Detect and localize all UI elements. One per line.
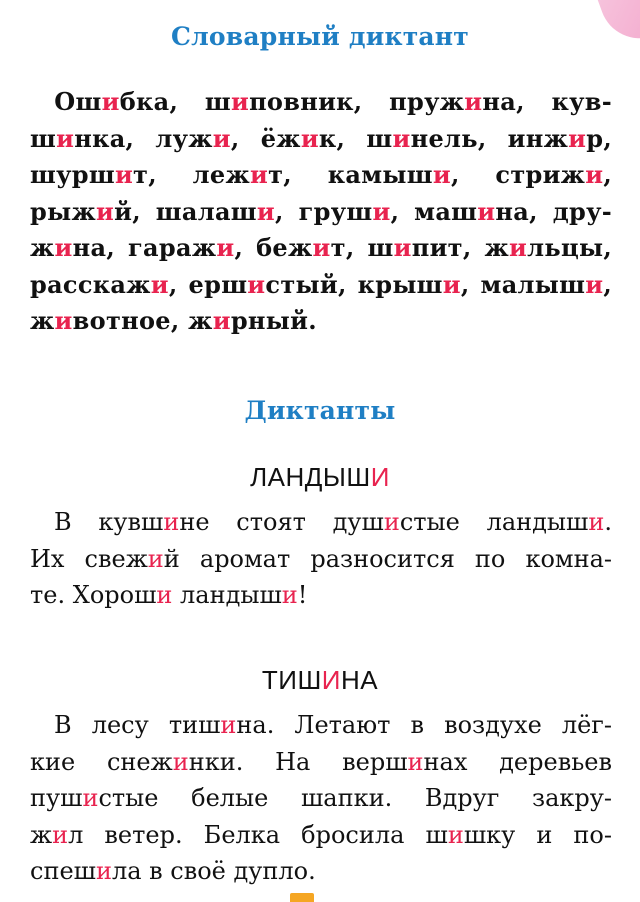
text-segment: нки. На верш [188, 747, 408, 776]
highlighted-letter: и [54, 233, 73, 262]
text-segment: й, шалаш [114, 196, 257, 226]
highlighted-letter: и [101, 87, 120, 116]
text-segment: на, гараж [72, 233, 217, 262]
highlighted-letter: И [370, 462, 390, 492]
text-segment: на. Летают в воздухе лёг- [236, 711, 612, 739]
highlighted-letter: и [568, 123, 587, 153]
text-segment: кие снеж [30, 747, 173, 776]
text-line [30, 707, 612, 744]
highlighted-letter: и [52, 820, 69, 849]
text-line [30, 744, 612, 781]
text-line [30, 541, 612, 578]
highlighted-letter: и [585, 269, 604, 299]
highlighted-letter: и [300, 123, 319, 153]
text-segment: ж [30, 820, 53, 849]
highlighted-letter: и [312, 233, 331, 262]
text-segment: расскаж [30, 269, 151, 299]
text-segment: В лесу тиш [30, 711, 221, 739]
highlighted-letter: и [114, 160, 134, 189]
text-segment: стый, крыш [265, 269, 443, 299]
text-segment: ш [30, 123, 57, 153]
text-line [30, 267, 612, 304]
text-segment: ландыш [172, 581, 282, 609]
text-segment: , ёж [230, 123, 301, 153]
highlighted-letter: и [447, 820, 464, 849]
dictation-1-title [0, 462, 640, 492]
highlighted-letter: и [147, 544, 164, 573]
text-segment: т, ш [330, 233, 394, 262]
highlighted-letter: и [220, 711, 237, 739]
highlighted-letter: и [281, 581, 298, 609]
text-segment: ла в своё дупло. [111, 857, 316, 885]
text-segment: , маш [390, 196, 478, 226]
text-segment: , беж [234, 233, 313, 262]
text-line [30, 853, 612, 890]
highlighted-letter: и [588, 508, 605, 536]
text-segment: . [604, 508, 612, 536]
highlighted-letter: и [247, 269, 266, 299]
highlighted-letter: и [250, 160, 269, 189]
text-segment: к, ш [318, 123, 393, 153]
dictation-1-text [30, 504, 612, 614]
text-segment: , стриж [450, 160, 586, 189]
highlighted-letter: и [95, 196, 115, 226]
dictation-2-title [0, 665, 640, 695]
text-segment: , ерш [168, 269, 248, 299]
text-segment: пит, ж [411, 233, 510, 262]
text-segment: стые ландыш [399, 508, 589, 536]
text-segment: на, кув- [482, 87, 612, 116]
highlighted-letter: и [407, 747, 424, 776]
text-segment: нка, луж [74, 123, 213, 153]
dictation-2-text [30, 707, 612, 890]
highlighted-letter: и [212, 123, 231, 153]
text-line [30, 157, 612, 194]
text-segment: стые белые шапки. Вдруг закру- [98, 784, 612, 812]
text-segment: Их свеж [30, 544, 148, 573]
dictations-heading: Диктанты [244, 396, 396, 425]
highlighted-letter: и [383, 508, 400, 536]
text-segment: В кувш [30, 508, 164, 536]
highlighted-letter: и [216, 233, 235, 262]
text-segment: шурш [30, 160, 115, 189]
highlighted-letter: и [56, 123, 75, 153]
text-segment: л ветер. Белка бросила ш [68, 820, 448, 849]
highlighted-letter: и [95, 857, 112, 885]
highlighted-letter: и [172, 747, 189, 776]
text-line [30, 780, 612, 817]
highlighted-letter: и [212, 306, 231, 335]
text-line [30, 504, 612, 541]
text-segment: , [603, 269, 612, 299]
text-segment: повник, пруж [249, 87, 465, 116]
text-line [30, 194, 612, 231]
text-segment: , [603, 160, 612, 189]
highlighted-letter: и [392, 123, 411, 153]
text-line [30, 84, 612, 121]
text-segment: те. Хорош [30, 581, 157, 609]
text-segment: льцы, [527, 233, 613, 262]
highlighted-letter: и [54, 306, 73, 335]
text-line [30, 577, 612, 614]
highlighted-letter: и [256, 196, 276, 226]
text-segment: ТИШ [261, 665, 322, 695]
text-line [30, 121, 612, 158]
text-segment: НА [340, 665, 379, 695]
text-line [30, 230, 612, 267]
vocab-dictation-heading: Словарный диктант [171, 22, 469, 51]
text-segment: ж [30, 233, 55, 262]
text-line [30, 303, 612, 340]
text-segment: шку и по- [463, 820, 612, 849]
text-segment: нель, инж [410, 123, 569, 153]
text-line [30, 817, 612, 854]
text-segment: р, [586, 123, 612, 153]
vocab-word-list [30, 84, 612, 340]
highlighted-letter: и [464, 87, 483, 116]
text-segment: Ош [30, 87, 102, 116]
text-segment: рыж [30, 196, 96, 226]
highlighted-letter: и [372, 196, 391, 226]
text-segment: не стоят душ [179, 508, 384, 536]
highlighted-letter: и [82, 784, 99, 812]
highlighted-letter: и [585, 160, 604, 189]
highlighted-letter: и [163, 508, 180, 536]
highlighted-letter: и [393, 233, 412, 262]
text-segment: ж [30, 306, 55, 335]
text-segment: рный. [230, 306, 317, 335]
highlighted-letter: и [156, 581, 173, 609]
text-segment: спеш [30, 857, 96, 885]
text-segment: ЛАНДЫШ [250, 462, 371, 492]
text-segment: вотное, ж [72, 306, 213, 335]
text-segment: ! [297, 581, 308, 609]
highlighted-letter: и [509, 233, 528, 262]
text-segment: т, леж [133, 160, 251, 189]
text-segment: й аромат разносится по комна- [163, 544, 613, 573]
text-segment: бка, ш [119, 87, 231, 116]
highlighted-letter: и [230, 87, 250, 116]
highlighted-letter: и [432, 160, 451, 189]
text-segment: нах деревьев [423, 747, 612, 776]
highlighted-letter: и [477, 196, 496, 226]
text-segment: , малыш [460, 269, 586, 299]
text-segment: пуш [30, 784, 83, 812]
text-segment: т, камыш [268, 160, 433, 189]
text-segment: , груш [275, 196, 373, 226]
page-bottom-marker [290, 893, 314, 902]
highlighted-letter: и [150, 269, 169, 299]
highlighted-letter: И [321, 665, 341, 695]
text-segment: на, дру- [495, 196, 612, 226]
highlighted-letter: и [442, 269, 461, 299]
